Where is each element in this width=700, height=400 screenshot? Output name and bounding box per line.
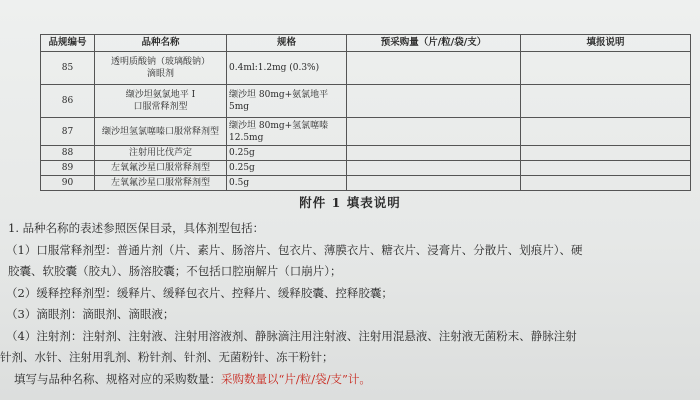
row-code: 85 [41, 52, 95, 85]
instruction-text: 填写与品种名称、规格对应的采购数量： [14, 371, 221, 386]
row-code: 88 [41, 146, 95, 161]
row-name-line: 口服常释剂型 [133, 102, 188, 112]
row-spec-line: 缬沙坦 80mg+氨氯地平 5mg [229, 90, 329, 112]
row-spec-line: 0.4ml:1.2mg (0.3%) [229, 63, 320, 73]
row-name [95, 146, 227, 161]
row-name-line: 透明质酸钠（玻璃酸钠） [110, 57, 210, 67]
header-spec: 规格 [227, 35, 347, 52]
section-title: 附件 1 填表说明 [299, 195, 401, 210]
instruction-line: 胶囊、软胶囊（胶丸）、肠溶胶囊；不包括口腔崩解片（口崩片）； [8, 264, 342, 278]
header-name: 品种名称 [95, 35, 227, 52]
row-spec [227, 85, 347, 118]
table-row [41, 161, 691, 176]
row-name-line: 滴眼剂 [146, 69, 174, 79]
notes-cell[interactable] [521, 146, 691, 161]
quantity-cell[interactable] [347, 52, 521, 85]
row-name [95, 52, 227, 85]
table-row [41, 176, 691, 191]
instruction-line: （3）滴眼剂：滴眼剂、滴眼液； [6, 307, 175, 321]
notes-cell[interactable] [521, 176, 691, 191]
header-notes: 填报说明 [521, 35, 691, 52]
quantity-cell[interactable] [347, 118, 521, 146]
quantity-cell[interactable] [347, 176, 521, 191]
table-row [41, 52, 691, 85]
instructions-block [0, 218, 696, 390]
row-name [95, 85, 227, 118]
quantity-cell[interactable] [347, 161, 521, 176]
row-spec-line: 缬沙坦 80mg+氢氯噻嗪 [229, 120, 329, 131]
row-spec [227, 146, 347, 161]
instruction-line: 针剂、水针、注射用乳剂、粉针剂、针剂、无菌粉针、冻干粉针； [0, 350, 334, 364]
row-spec [227, 176, 347, 191]
row-spec-line: 0.5g [229, 178, 250, 188]
instruction-line: （1）口服常释剂型：普通片剂（片、素片、肠溶片、包衣片、薄膜衣片、糖衣片、浸膏片、分散片、划痕片）、硬 [6, 242, 583, 257]
row-name [95, 176, 227, 191]
table-row [41, 146, 691, 161]
row-code: 90 [41, 176, 95, 191]
row-spec [227, 52, 347, 85]
instruction-line: （4）注射剂：注射剂、注射液、注射用溶液剂、静脉滴注用注射液、注射用混悬液、注射液无菌粉末、静脉注射 [6, 328, 577, 343]
row-code: 86 [41, 85, 95, 118]
row-name-line: 左氧氟沙星口服常释剂型 [110, 163, 210, 173]
drug-list-table [40, 34, 691, 191]
row-name-line: 缬沙坦氢氯噻嗪口服常释剂型 [101, 126, 219, 137]
instruction-line [6, 369, 696, 391]
notes-cell[interactable] [521, 118, 691, 146]
table-header-row [41, 35, 691, 52]
row-code: 87 [41, 118, 95, 146]
instruction-line: （2）缓释控释剂型：缓释片、缓释包衣片、控释片、缓释胶囊、控释胶囊； [6, 285, 393, 300]
row-spec [227, 161, 347, 176]
notes-cell[interactable] [521, 161, 691, 176]
notes-cell[interactable] [521, 85, 691, 118]
row-spec-line: 0.25g [229, 163, 255, 173]
row-code: 89 [41, 161, 95, 176]
row-name-line: 左氧氟沙星口服常释剂型 [110, 178, 210, 188]
row-spec-line: 12.5mg [229, 132, 264, 143]
table-row [41, 85, 691, 118]
notes-cell[interactable] [521, 52, 691, 85]
row-spec [227, 118, 347, 146]
row-name-line: 缬沙坦氨氯地平 I [125, 90, 196, 100]
table-row [41, 118, 691, 146]
row-name [95, 161, 227, 176]
header-code: 品规编号 [41, 35, 95, 52]
header-quantity: 预采购量（片/粒/袋/支） [347, 35, 521, 52]
row-spec-line: 0.25g [229, 148, 255, 158]
quantity-cell[interactable] [347, 146, 521, 161]
row-name [95, 118, 227, 146]
instruction-line: 1. 品种名称的表述参照医保目录，具体剂型包括： [8, 221, 265, 235]
quantity-cell[interactable] [347, 85, 521, 118]
row-name-line: 注射用比伐芦定 [128, 148, 192, 158]
instruction-emphasis: 采购数量以“片/粒/袋/支”计。 [221, 371, 371, 386]
